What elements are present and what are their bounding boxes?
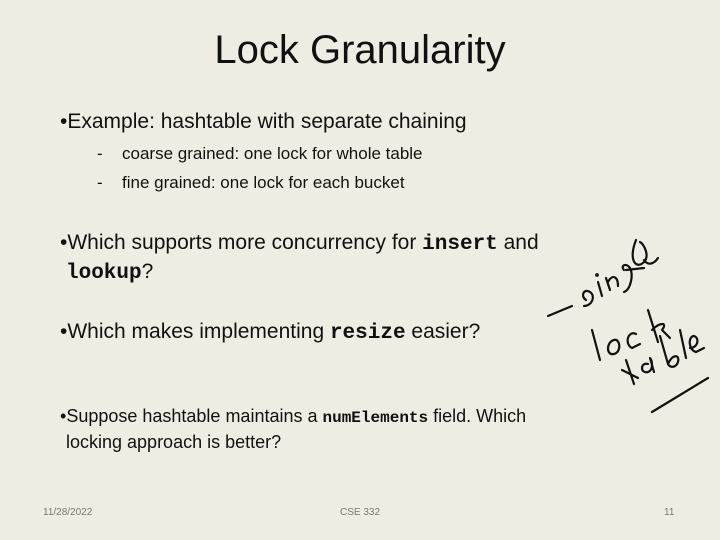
bullet-marker: • bbox=[60, 110, 68, 133]
bullet-text: locking approach is better? bbox=[66, 432, 282, 452]
sub-text: coarse grained: one lock for whole table bbox=[122, 144, 423, 163]
bullet-concurrency-line2 bbox=[66, 257, 153, 288]
bullet-concurrency bbox=[60, 228, 539, 259]
bullet-marker: • bbox=[60, 231, 68, 254]
bullet-text: Example: hashtable with separate chaining bbox=[67, 110, 467, 133]
bullet-text: ? bbox=[141, 260, 154, 283]
bullet-text: field. Which bbox=[428, 406, 527, 426]
bullet-numelements bbox=[60, 403, 526, 431]
footer-course: CSE 332 bbox=[340, 507, 381, 518]
sub-dash: - bbox=[97, 144, 103, 163]
bullet-marker: • bbox=[60, 320, 68, 343]
bullet-example bbox=[60, 107, 467, 136]
bullet-text: Which supports more concurrency for bbox=[67, 231, 423, 254]
code-lookup: lookup bbox=[66, 262, 142, 285]
slide-title: Lock Granularity bbox=[214, 28, 506, 72]
sub-bullet-fine bbox=[97, 172, 405, 194]
code-resize: resize bbox=[329, 322, 406, 345]
code-numelements: numElements bbox=[322, 409, 429, 427]
footer-date: 11/28/2022 bbox=[43, 507, 93, 518]
sub-bullet-coarse bbox=[97, 143, 423, 165]
code-insert: insert bbox=[422, 233, 498, 256]
bullet-text: Which makes implementing bbox=[67, 320, 330, 343]
bullet-marker: • bbox=[60, 406, 67, 426]
sub-dash: - bbox=[97, 173, 103, 192]
bullet-resize bbox=[60, 317, 480, 348]
footer-page-number: 11 bbox=[664, 507, 675, 518]
bullet-text: Suppose hashtable maintains a bbox=[66, 406, 323, 426]
bullet-text: easier? bbox=[405, 320, 481, 343]
bullet-text: and bbox=[497, 231, 539, 254]
bullet-numelements-line2 bbox=[66, 429, 281, 455]
handwritten-annotation bbox=[540, 230, 720, 420]
sub-text: fine grained: one lock for each bucket bbox=[122, 173, 405, 192]
